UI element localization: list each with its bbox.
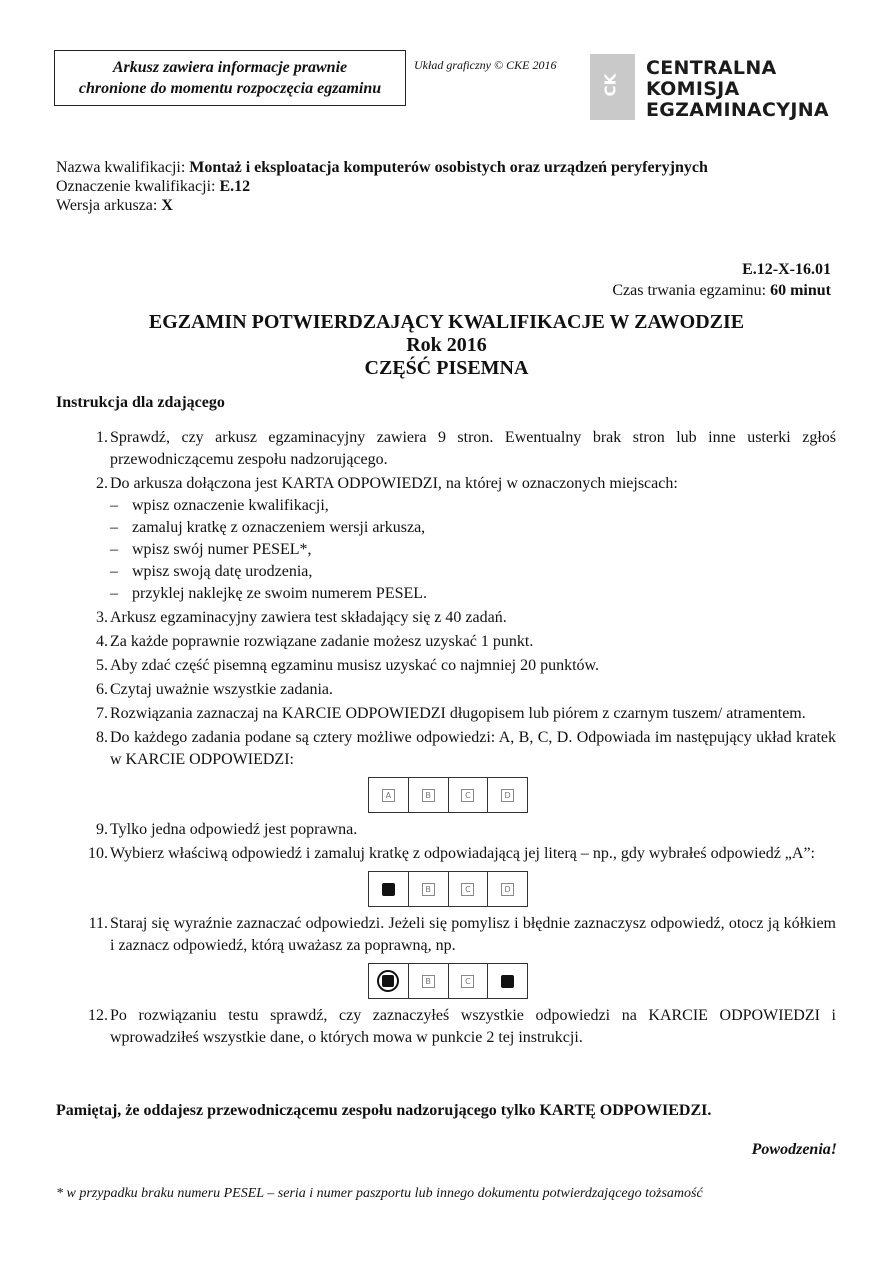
item-number: 8. <box>96 729 108 746</box>
item-number: 12. <box>88 1007 108 1024</box>
footnote: * w przypadku braku numeru PESEL – seria i numer paszportu lub innego dokumentu potwierdzającego tożsamość <box>56 1186 703 1201</box>
exam-part: CZĘŚĆ PISEMNA <box>364 357 529 379</box>
sub-item-text: zamaluj kratkę z oznaczeniem wersji arkusza, <box>132 519 426 536</box>
item-number: 6. <box>96 681 108 698</box>
sub-item <box>110 561 836 583</box>
answer-grid-example-blank <box>368 777 528 813</box>
answer-cell-c <box>449 872 489 906</box>
list-item <box>56 473 836 605</box>
answer-grid-example-marked <box>368 871 528 907</box>
closing-reminder: Pamiętaj, że oddajesz przewodniczącemu zespołu nadzorującego tylko KARTĘ ODPOWIEDZI. <box>56 1102 712 1119</box>
qualification-info <box>56 158 708 215</box>
item-text: Tylko jedna odpowiedź jest poprawna. <box>110 821 358 838</box>
dash: – <box>110 585 118 602</box>
list-item <box>56 703 836 725</box>
item-text: Aby zdać część pisemną egzaminu musisz uzyskać co najmniej 20 punktów. <box>110 657 600 674</box>
item-text: Czytaj uważnie wszystkie zadania. <box>110 681 334 698</box>
answer-cell-d <box>488 778 527 812</box>
list-item <box>56 913 836 957</box>
answer-cell-d <box>488 964 527 998</box>
notice-line-1: Arkusz zawiera informacje prawnie <box>112 59 348 76</box>
item-number: 5. <box>96 657 108 674</box>
list-item <box>56 819 836 841</box>
notice-line-2: chronione do momentu rozpoczęcia egzaminu <box>78 80 382 97</box>
filled-mark <box>382 883 395 896</box>
letter-box-c: C <box>461 789 474 802</box>
letter-box-c: C <box>461 883 474 896</box>
exam-title: EGZAMIN POTWIERDZAJĄCY KWALIFIKACJE W ZAWODZIE <box>148 311 745 333</box>
sheet-version-row <box>56 196 708 215</box>
item-number: 11. <box>88 915 108 932</box>
layout-credit: Układ graficzny © CKE 2016 <box>414 58 557 72</box>
answer-cell-b <box>409 778 449 812</box>
item-number: 9. <box>96 821 108 838</box>
logo-line-3: EGZAMINACYJNA <box>646 99 829 121</box>
list-item <box>56 1005 836 1049</box>
answer-cell-b <box>409 872 449 906</box>
letter-box-b: B <box>422 789 435 802</box>
item-text: Wybierz właściwą odpowiedź i zamaluj kratkę z odpowiadającą jej literą – np., gdy wybrałeś odpowiedź „A”: <box>110 845 815 862</box>
sub-item-text: przyklej naklejkę ze swoim numerem PESEL. <box>132 585 428 602</box>
item-number: 2. <box>96 475 108 492</box>
list-item <box>56 679 836 701</box>
answer-cell-c <box>449 964 489 998</box>
sub-item <box>110 583 836 605</box>
exam-code-block <box>612 259 831 301</box>
item-number: 1. <box>96 429 108 446</box>
item-text: Staraj się wyraźnie zaznaczać odpowiedzi. Jeżeli się pomylisz i błędnie zaznaczysz odpowiedź, otocz ją kółkiem i zaznacz odpowiedź, którą uważasz za poprawną, np. <box>110 915 836 954</box>
qualification-code-row <box>56 177 708 196</box>
letter-box-c: C <box>461 975 474 988</box>
sheet-code: E.12-X-16.01 <box>742 261 831 278</box>
dash: – <box>110 519 118 536</box>
dash: – <box>110 497 118 514</box>
logo-line-1: CENTRALNA <box>646 57 777 79</box>
sub-item <box>110 539 836 561</box>
item-text: Arkusz egzaminacyjny zawiera test składający się z 40 zadań. <box>110 609 507 626</box>
answer-grid-example-corrected <box>368 963 528 999</box>
letter-box-d: D <box>501 883 514 896</box>
list-item <box>56 843 836 865</box>
letter-box-b: B <box>422 975 435 988</box>
sub-item-text: wpisz swój numer PESEL*, <box>132 541 312 558</box>
sub-item <box>110 495 836 517</box>
circled-mark <box>377 970 399 992</box>
list-item <box>56 607 836 629</box>
item-number: 3. <box>96 609 108 626</box>
answer-cell-a <box>369 778 409 812</box>
answer-cell-d <box>488 872 527 906</box>
sub-item <box>110 517 836 539</box>
logo-line-2: KOMISJA <box>646 78 740 100</box>
item-text: Do arkusza dołączona jest KARTA ODPOWIEDZI, na której w oznaczonych miejscach: <box>110 475 678 492</box>
cke-logo <box>590 52 840 128</box>
logo-mark-text: CK <box>601 73 620 97</box>
item-text: Rozwiązania zaznaczaj na KARCIE ODPOWIEDZI długopisem lub piórem z czarnym tuszem/ atramentem. <box>110 705 806 722</box>
list-item <box>56 427 836 471</box>
filled-mark <box>382 975 394 987</box>
sub-item-text: wpisz swoją datę urodzenia, <box>132 563 313 580</box>
qualification-name-value: Montaż i eksploatacja komputerów osobistych oraz urządzeń peryferyjnych <box>189 159 708 176</box>
instructions-list <box>56 427 836 1051</box>
dash: – <box>110 541 118 558</box>
item-text: Za każde poprawnie rozwiązane zadanie możesz uzyskać 1 punkt. <box>110 633 534 650</box>
answer-cell-c <box>449 778 489 812</box>
list-item <box>56 631 836 653</box>
qualification-name-label: Nazwa kwalifikacji: <box>56 159 190 176</box>
qualification-name-row <box>56 158 708 177</box>
filled-mark <box>501 975 514 988</box>
sub-item-text: wpisz oznaczenie kwalifikacji, <box>132 497 329 514</box>
letter-box-b: B <box>422 883 435 896</box>
answer-cell-a <box>369 872 409 906</box>
good-luck: Powodzenia! <box>751 1141 837 1158</box>
sheet-version-value: X <box>161 197 173 214</box>
dash: – <box>110 563 118 580</box>
duration-label: Czas trwania egzaminu: <box>612 282 771 299</box>
item-number: 10. <box>88 845 108 862</box>
qualification-code-value: E.12 <box>219 178 251 195</box>
exam-year: Rok 2016 <box>406 334 487 356</box>
qualification-code-label: Oznaczenie kwalifikacji: <box>56 178 220 195</box>
item-number: 7. <box>96 705 108 722</box>
item-text: Po rozwiązaniu testu sprawdź, czy zaznaczyłeś wszystkie odpowiedzi na KARCIE ODPOWIEDZI i wprowadziłeś wszystkie dane, o których mowa w punkcie 2 tej instrukcji. <box>110 1007 836 1046</box>
item-number: 4. <box>96 633 108 650</box>
item-text: Sprawdź, czy arkusz egzaminacyjny zawiera 9 stron. Ewentualny brak stron lub inne usterki zgłoś przewodniczącemu zespołu nadzorującego. <box>110 429 836 468</box>
answer-cell-b <box>409 964 449 998</box>
letter-box-a: A <box>382 789 395 802</box>
item-text: Do każdego zadania podane są cztery możliwe odpowiedzi: A, B, C, D. Odpowiada im następujący układ kratek w KARCIE ODPOWIEDZI: <box>110 729 836 768</box>
exam-title-block <box>0 311 893 380</box>
letter-box-d: D <box>501 789 514 802</box>
duration-value: 60 minut <box>770 282 831 299</box>
confidentiality-notice <box>54 50 406 106</box>
sheet-version-label: Wersja arkusza: <box>56 197 162 214</box>
instructions-heading: Instrukcja dla zdającego <box>56 394 225 411</box>
item-body <box>110 473 836 605</box>
logo-mark <box>590 54 635 120</box>
logo-wordmark <box>646 58 829 121</box>
list-item <box>56 727 836 771</box>
answer-cell-a <box>369 964 409 998</box>
list-item <box>56 655 836 677</box>
